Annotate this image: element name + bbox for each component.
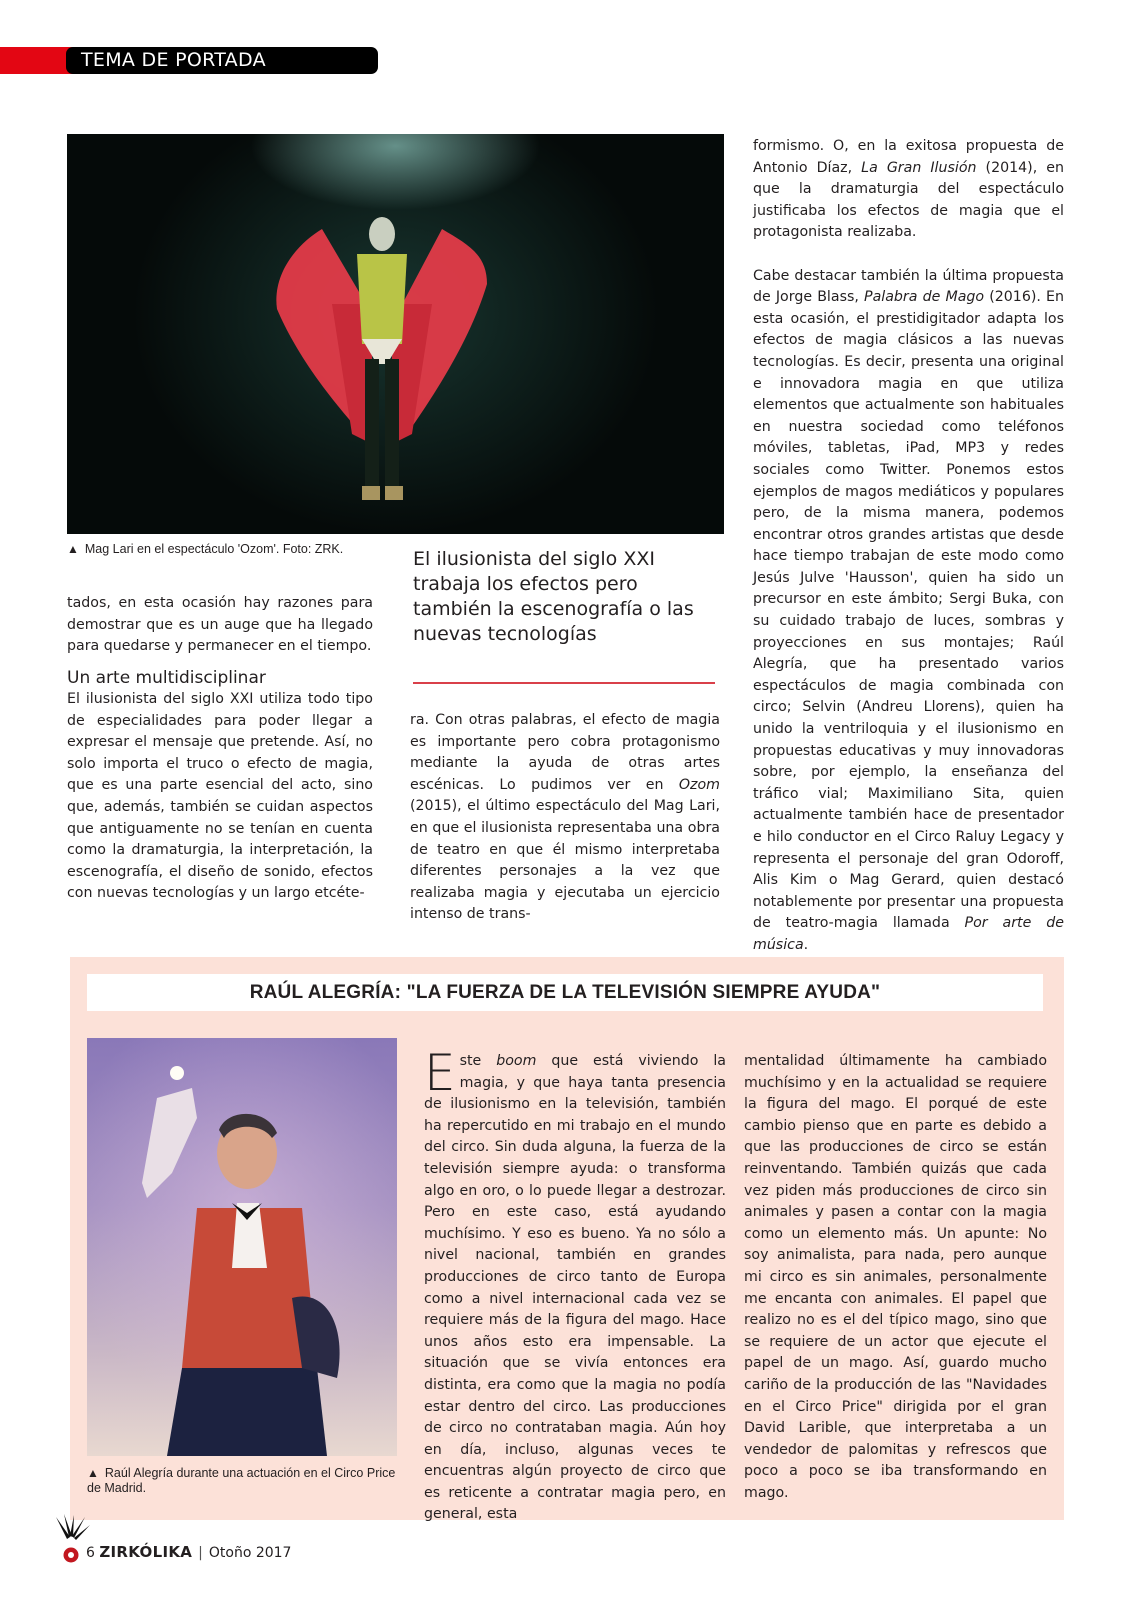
body-paragraph: El ilusionista del siglo XXI utiliza todo tipo de especialidades para poder llegar a expresar el mensaje que pretende. Así, no solo importa el truco o efecto de magia, que es una parte esencial del acto, sino que, además, también se cuidan aspectos que antiguamente no se tenían en cuenta como la dramaturgia, la interpretación, la escenografía, el diseño de sonido, efectos con nuevas tecnologías y un largo etcéte-	[67, 691, 373, 902]
sidebar-column-1	[424, 1044, 726, 1526]
article-column-1-body	[67, 689, 373, 905]
intro-paragraph: tados, en esta ocasión hay razones para demostrar que es un auge que ha llegado para quedarse y permanecer en el tiempo.	[67, 595, 373, 655]
subhead: Un arte multidisciplinar	[67, 668, 266, 688]
page-number: 6	[86, 1545, 95, 1561]
work-title: Por arte de música	[753, 915, 1064, 953]
body-paragraph: formismo. O, en la exitosa propuesta de Antonio Díaz, La Gran Ilusión (2014), en que la dramaturgia del espectáculo justificaba los efectos de magia que el protagonista realizaba.	[753, 138, 1064, 241]
body-paragraph: Cabe destacar también la última propuesta de Jorge Blass, Palabra de Mago (2016). En esta ocasión, el prestidigitador adapta los efectos de magia clásicos a las nuevas tecnologías. Es decir, presenta una original e innovadora magia en que utiliza elementos que actualmente son habituales en nuestra sociedad como teléfonos móviles, tabletas, iPad, MP3 y redes sociales como Twitter. Ponemos estos ejemplos de magos mediáticos y populares pero, de la misma manera, podemos encontrar otros grandes artistas que desde hace tiempo trabajan de este modo como Jesús Julve 'Hausson', quien ha sido un precursor en este ámbito; Sergi Buka, con su cuidado trabajo de luces, sombras y proyecciones en sus montajes; Raúl Alegría, que ha presentado varios espectáculos de magia combinada con circo; Selvin (Andreu Llorens), quien ha unido la ventriloquia y el ilusionismo en propuestas educativas y muy innovadoras sobre, por ejemplo, la enseñanza del tráfico vial; Maximiliano Sita, quien actualmente también hace de presentador e hilo conductor en el Circo Raluy Legacy y representa el personaje del gran Odoroff, Alis Kim o Mag Gerard, quien destacó notablemente por presentar una propuesta de teatro-magia llamada Por arte de música.	[753, 267, 1065, 953]
work-title: Palabra de Mago	[864, 289, 985, 306]
body-paragraph: ra. Con otras palabras, el efecto de magia es importante pero cobra protagonismo mediante la ayuda de otras artes escénicas. Lo pudimos ver en Ozom (2015), el último espectáculo del Mag Lari, en que el ilusionista representaba una obra de teatro en que él mismo interpretaba diferentes personajes a la vez que realizaba magia y ejecutaba un ejercicio intenso de trans-	[410, 712, 720, 923]
pull-quote: El ilusionista del siglo XXI trabaja los efectos pero también la escenografía o las nuevas tecnologías	[413, 548, 694, 645]
photo-caption: ▲ Mag Lari en el espectáculo 'Ozom'. Foto: ZRK.	[67, 542, 344, 556]
interview-paragraph: mentalidad últimamente ha cambiado muchísimo y en la actualidad se requiere la figura del mago. El porqué de este cambio pienso que en parte es debido a que las producciones de circo se están reinventando. También quizás que cada vez piden más producciones de circo sin animales y pasen a contar con la magia como un elemento más. Un apunte: No soy animalista, para nada, pero aunque mi circo es sin animales, personalmente me encanta con animales. El papel que realizo no es el del típico mago, sino que se requiere de un actor que ejecute el papel de un mago. Así, guardo mucho cariño de la producción de las "Navidades en el Circo Price" dirigida por el gran David Larible, que interpretaba a un vendedor de palomitas y refrescos que poco a poco se iba transformando en mago.	[744, 1053, 1047, 1501]
article-column-2	[410, 710, 720, 926]
caption-triangle-icon: ▲	[87, 1466, 99, 1480]
drop-cap: E	[424, 1044, 456, 1102]
magazine-name: ZIRKÓLIKA	[99, 1543, 193, 1561]
work-title: La Gran Ilusión	[861, 159, 977, 176]
photo-raul-alegria	[87, 1038, 397, 1456]
page-footer	[86, 1543, 291, 1561]
work-title: Ozom	[678, 776, 720, 793]
sidebar-photo-caption: ▲ Raúl Alegría durante una actuación en el Circo Price de Madrid.	[87, 1466, 396, 1495]
performer-illustration	[67, 134, 724, 534]
pull-quote-rule	[413, 682, 715, 684]
photo-mag-lari	[67, 134, 724, 534]
performer-illustration	[87, 1038, 397, 1456]
caption-triangle-icon: ▲	[67, 542, 79, 556]
article-column-3	[753, 136, 1064, 957]
footer-separator: |	[198, 1545, 203, 1561]
section-label: TEMA DE PORTADA	[66, 47, 378, 74]
article-column-1	[67, 593, 373, 658]
issue-label: Otoño 2017	[208, 1545, 292, 1561]
interview-paragraph: Este boom que está viviendo la magia, y que haya tanta presencia de ilusionismo en la televisión, también ha repercutido en mi trabajo en el mundo del circo. Sin duda alguna, la fuerza de la televisión siempre ayuda: o transforma algo en oro, o lo puede llegar a destrozar. Pero en este caso, está ayudando muchísimo. Y eso es bueno. Ya no sólo a nivel nacional, también en grandes producciones de circo tanto de Europa como a nivel internacional cada vez se requiere más de la figura del mago. Hace unos años esto era impensable. La situación que se vivía entonces era distinta, era como que la magia no podía estar dentro del circo. Las producciones de circo no contrataban magia. Aún hoy en día, incluso, algunas veces te encuentras algún proyecto de circo que es reticente a contratar magia pero, en general, esta	[424, 1044, 726, 1523]
sidebar-column-2	[744, 1051, 1047, 1504]
sidebar-title: RAÚL ALEGRÍA: "LA FUERZA DE LA TELEVISIÓN SIEMPRE AYUDA"	[87, 974, 1043, 1011]
